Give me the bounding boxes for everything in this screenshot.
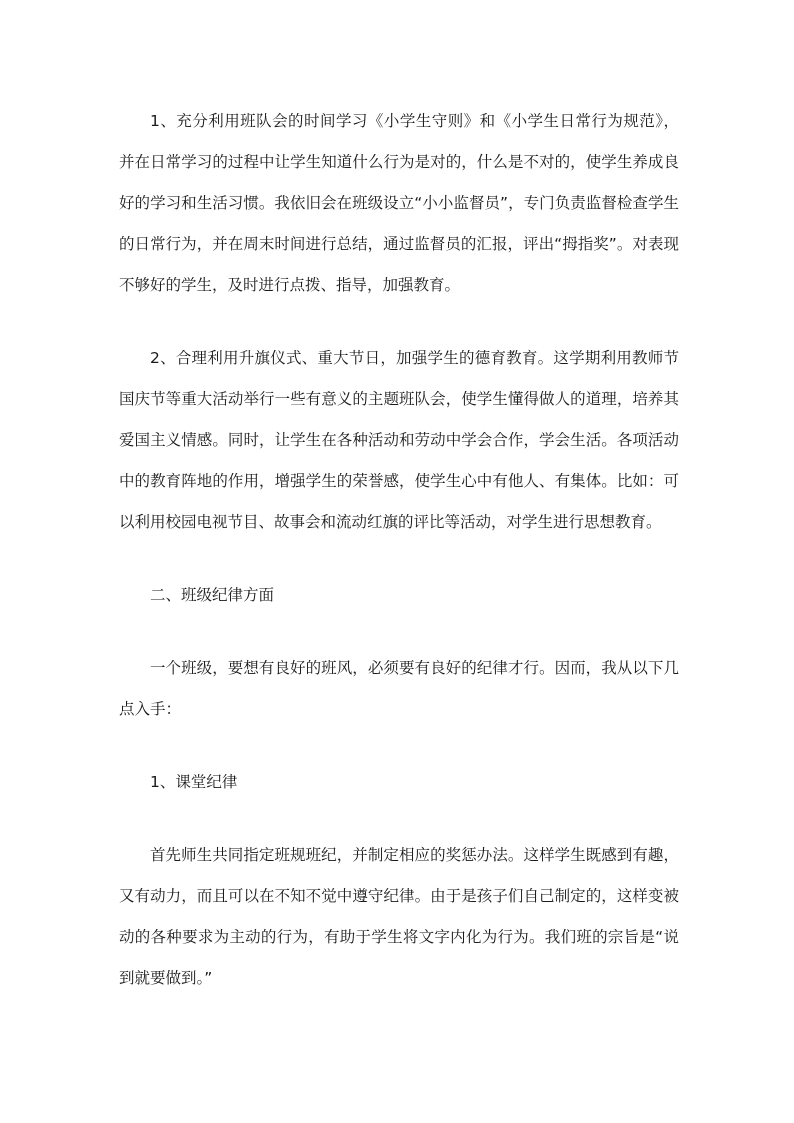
- paragraph-flag-ceremony-education: 2、合理利用升旗仪式、重大节日，加强学生的德育教育。这学期利用教师节国庆节等重大活动举行一些有意义的主题班队会，使学生懂得做人的道理，培养其爱国主义情感。同时，让学生在各种活动和劳动中学会合作，学会生活。各项活动中的教育阵地的作用，增强学生的荣誉感，使学生心中有他人、有集体。比如：可以利用校园电视节目、故事会和流动红旗的评比等活动，对学生进行思想教育。: [119, 349, 679, 531]
- paragraph-class-meeting-rules: 1、充分利用班队会的时间学习《小学生守则》和《小学生日常行为规范》，并在日常学习的过程中让学生知道什么行为是对的，什么是不对的，使学生养成良好的学习和生活习惯。我依旧会在班级设立“小小监督员”，专门负责监督检查学生的日常行为，并在周末时间进行总结，通过监督员的汇报，评出“拇指奖”。对表现不够好的学生，及时进行点拨、指导，加强教育。: [119, 112, 679, 294]
- subheading-classroom-discipline: 1、课堂纪律: [150, 773, 238, 791]
- paragraph-discipline-intro: 一个班级，要想有良好的班风，必须要有良好的纪律才行。因而，我从以下几点入手：: [119, 659, 679, 718]
- section-heading-class-discipline: 二、班级纪律方面: [150, 586, 275, 604]
- document-body: [119, 101, 679, 1031]
- paragraph-class-rules-making: 首先师生共同指定班规班纪，并制定相应的奖惩办法。这样学生既感到有趣，又有动力，而且可以在不知不觉中遵守纪律。由于是孩子们自己制定的，这样变被动的各种要求为主动的行为，有助于学生将文字内化为行为。我们班的宗旨是“说到就要做到。”: [119, 846, 679, 987]
